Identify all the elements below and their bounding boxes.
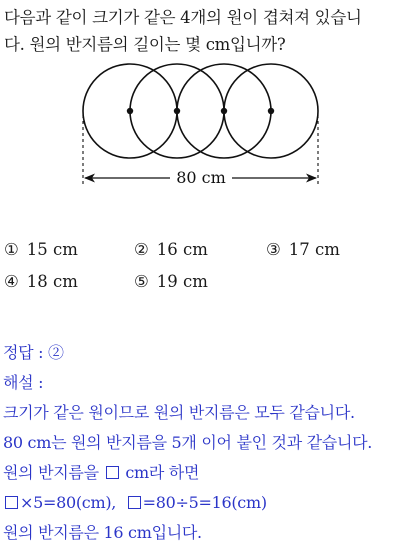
explanation-line-2: 80 cm는 원의 반지름을 5개 이어 붙인 것과 같습니다. <box>3 433 373 452</box>
explanation-line-3-start: 원의 반지름을 <box>3 463 99 482</box>
solution-section <box>3 338 399 548</box>
explanation-line-3 <box>3 458 399 488</box>
overlapping-circles-figure <box>0 60 400 200</box>
explanation-line-4 <box>3 488 399 518</box>
choice-3-text: 17 cm <box>288 240 340 259</box>
center-dot-4 <box>268 108 274 114</box>
explanation-line-1: 크기가 같은 원이므로 원의 반지름은 모두 같습니다. <box>3 403 355 422</box>
choice-3-number: ③ <box>266 240 281 259</box>
choice-4-number: ④ <box>4 272 19 291</box>
blank-box-3 <box>128 496 141 509</box>
answer-line: 정답 : ② <box>3 343 64 362</box>
choice-3[interactable] <box>266 240 340 259</box>
blank-box-1 <box>106 466 119 479</box>
center-dot-2 <box>174 108 180 114</box>
choice-2-text: 16 cm <box>156 240 208 259</box>
choice-1-number: ① <box>4 240 19 259</box>
choice-5-text: 19 cm <box>156 272 208 291</box>
choice-row-1 <box>4 240 396 272</box>
center-dot-1 <box>127 108 133 114</box>
question-line-2: 다. 원의 반지름의 길이는 몇 cm입니까? <box>4 35 286 54</box>
choice-2-number: ② <box>134 240 149 259</box>
explanation-line-5: 원의 반지름은 16 cm입니다. <box>3 523 202 542</box>
question-line-1: 다음과 같이 크기가 같은 4개의 원이 겹쳐져 있습니 <box>4 8 362 27</box>
equation-2: =80÷5=16(cm) <box>142 493 267 512</box>
explanation-line-3-end: cm라 하면 <box>125 463 200 482</box>
choice-5[interactable] <box>134 272 208 291</box>
choice-1[interactable] <box>4 240 78 259</box>
answer-choices <box>4 240 396 304</box>
question-text <box>4 4 398 58</box>
center-dot-3 <box>221 108 227 114</box>
blank-box-2 <box>5 496 18 509</box>
choice-2[interactable] <box>134 240 208 259</box>
choice-4[interactable] <box>4 272 78 291</box>
choice-5-number: ⑤ <box>134 272 149 291</box>
choice-row-2 <box>4 272 396 304</box>
explanation-heading: 해설 : <box>3 373 44 392</box>
figure-svg <box>0 60 400 200</box>
choice-4-text: 18 cm <box>26 272 78 291</box>
equation-1: ×5=80(cm), <box>20 493 117 512</box>
dimension-label: 80 cm <box>176 168 226 187</box>
choice-1-text: 15 cm <box>26 240 78 259</box>
